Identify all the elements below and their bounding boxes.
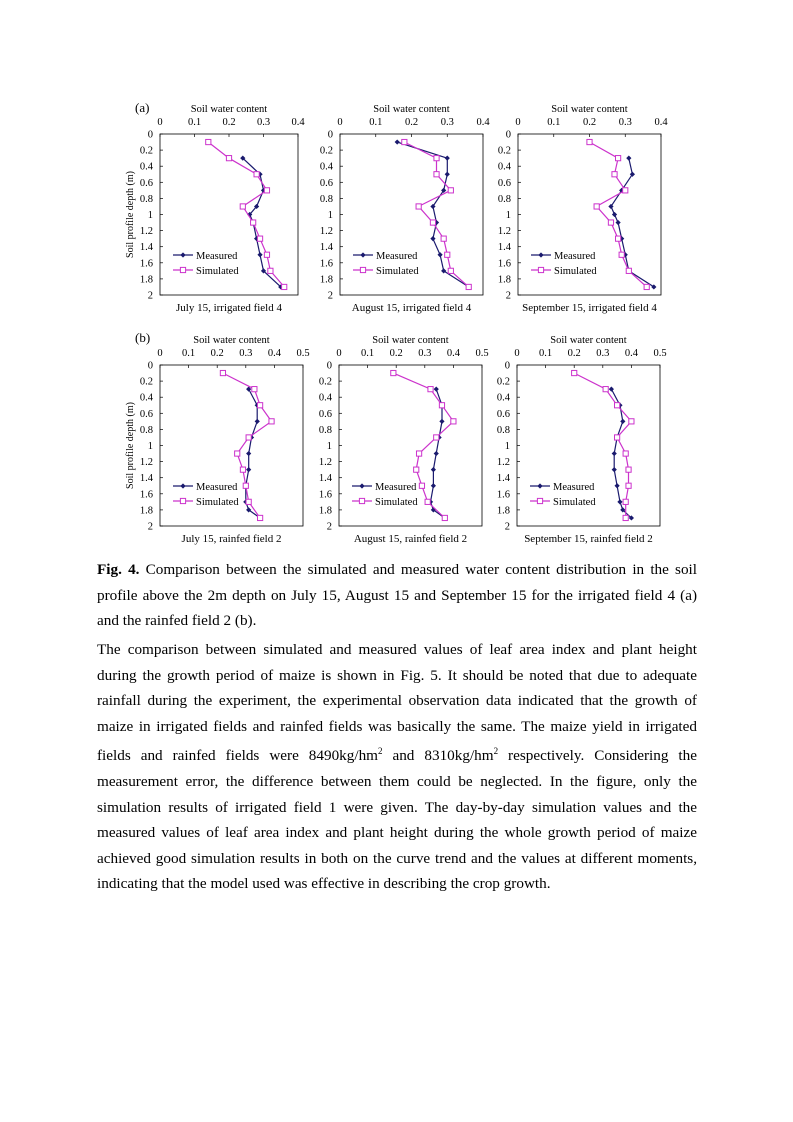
chart4-x-tick-label: 0 [157,348,163,359]
chart1-x-tick-label: 0.3 [256,117,271,128]
chart1-simulated-point [268,268,273,273]
chart1-simulated-point [251,220,256,225]
chart2-y-tick-label: 1.2 [319,226,333,238]
chart3-measured-point [616,220,621,225]
chart6-simulated-point [626,483,631,488]
chart3-y-tick-label: 0.6 [497,177,511,189]
chart1-y-tick-label: 0.8 [139,193,153,205]
chart3-simulated-point [616,156,621,161]
chart1-simulated-point [254,172,259,177]
chart1-y-tick-label: 1.6 [139,258,153,270]
chart6-y-tick-label: 0.8 [496,424,510,436]
chart4-simulated-point [258,515,263,520]
chart2-measured-point [430,236,435,241]
chart6-y-tick-label: 1.8 [496,505,510,517]
chart2-legend-simulated-label: Simulated [376,266,419,277]
chart6-x-tick-label: 0.4 [624,348,638,359]
chart6-legend-simulated-marker [537,498,542,503]
chart5-y-tick-label: 0.8 [318,424,332,436]
chart1-simulated-point [226,156,231,161]
chart3-x-tick-label: 0 [515,117,521,128]
chart2-simulated-point [434,156,439,161]
chart5-x-tick-label: 0 [336,348,342,359]
chart6-simulated-point [623,499,628,504]
chart6-y-tick-label: 2 [504,521,510,533]
chart6-measured-point [609,387,614,392]
chart5-measured-point [439,419,444,424]
chart3-y-tick-label: 0.8 [497,193,511,205]
chart6-measured-point [612,451,617,456]
chart3-simulated-point [626,268,631,273]
chart4-simulated-point [246,435,251,440]
chart1-simulated-point [206,139,211,144]
chart4-subtitle: July 15, rainfed field 2 [181,533,282,545]
chart3-measured-point [626,156,631,161]
chart3-x-axis-title: Soil water content [551,104,628,115]
chart1-y-tick-label: 1 [147,210,153,221]
chart4-x-tick-label: 0.2 [210,348,224,359]
chart6-x-tick-label: 0.2 [567,348,581,359]
chart3-x-tick-label: 0.4 [654,117,668,128]
chart1-y-tick-label: 0.6 [139,177,153,189]
chart5-simulated-point [416,451,421,456]
panel-a-label: (a) [135,100,150,115]
chart1-x-tick-label: 0 [157,117,163,128]
chart1-y-tick-label: 2 [147,290,153,302]
chart2-simulated-point [430,220,435,225]
chart5-y-tick-label: 1.8 [318,505,332,517]
chart5-simulated-point [439,403,444,408]
chart4-simulated-point [240,467,245,472]
chart6-y-tick-label: 0.4 [496,392,510,404]
chart2-x-tick-label: 0.3 [440,117,454,128]
chart4-y-tick-label: 1 [147,441,153,452]
paragraph-part1: The comparison between simulated and measured values of leaf area index and plant height during the growth period of maize is shown in Fig. 5. It should be noted that due to adequate rainfall during the experiment, the experimental observation data indicated that the growth of maize in irrigated fields and rainfed fields was basically the same. The maize yield in irrigated fields and rainfed fields were 8490kg/hm [97,641,697,765]
chart3-simulated-point [616,236,621,241]
chart3-y-tick-label: 0.4 [497,161,511,173]
chart1-legend-measured-label: Measured [196,251,238,262]
chart5-x-tick-label: 0.3 [418,348,432,359]
chart2-legend-simulated-marker [360,267,365,272]
chart6-y-tick-label: 0.6 [496,408,510,420]
chart2-y-tick-label: 1.8 [319,274,333,286]
chart3-x-tick-label: 0.2 [582,117,597,128]
chart5-measured-point [434,387,439,392]
chart2-simulated-point [441,236,446,241]
chart5-x-tick-label: 0.5 [475,348,489,359]
chart5-measured-point [431,483,436,488]
chart6-x-axis-title: Soil water content [550,335,627,346]
chart1-subtitle: July 15, irrigated field 4 [175,302,283,314]
chart1-simulated-point [240,204,245,209]
chart5-simulated-point [434,435,439,440]
chart3-subtitle: September 15, irrigated field 4 [522,302,657,314]
chart3-legend-measured-label: Measured [554,251,596,262]
chart4-x-tick-label: 0.3 [239,348,253,359]
chart6-x-tick-label: 0.3 [596,348,610,359]
chart4-x-tick-label: 0.5 [296,348,310,359]
chart2-x-tick-label: 0.2 [404,117,419,128]
chart1-y-tick-label: 0 [147,129,153,141]
chart3-simulated-point [608,220,613,225]
chart4-legend-measured-label: Measured [196,482,238,493]
chart6-measured-point [612,467,617,472]
caption-label: Fig. 4. [97,561,140,578]
chart3-y-tick-label: 1 [505,210,511,221]
chart2-y-tick-label: 1.4 [319,242,333,254]
chart1-y-tick-label: 0.2 [139,145,153,157]
chart2-y-tick-label: 1 [327,210,333,221]
chart3-simulated-point [612,172,617,177]
chart3-simulated-line [590,142,647,287]
chart2-simulated-point [448,188,453,193]
chart6-y-tick-label: 1.6 [496,489,510,501]
chart5-simulated-point [442,515,447,520]
chart1-legend-measured-marker [180,252,185,257]
chart5-legend-measured-marker [359,483,364,488]
chart6-simulated-point [615,403,620,408]
chart5-simulated-point [414,467,419,472]
chart4-simulated-point [252,387,257,392]
panel-b-label: (b) [135,330,151,345]
chart2-y-tick-label: 0.2 [319,145,333,157]
chart4-legend-simulated-marker [180,498,185,503]
chart2-simulated-point [466,284,471,289]
chart2-y-tick-label: 0 [327,129,333,141]
chart6-y-tick-label: 1.2 [496,457,510,469]
chart2-measured-point [395,139,400,144]
chart1-simulated-point [264,252,269,257]
chart6-x-tick-label: 0.5 [653,348,667,359]
chart3-simulated-point [594,204,599,209]
chart5-subtitle: August 15, rainfed field 2 [353,533,468,545]
chart5-legend-measured-label: Measured [375,482,417,493]
chart1-x-tick-label: 0.1 [187,117,202,128]
chart5-simulated-point [419,483,424,488]
chart5-y-tick-label: 1.6 [318,489,332,501]
chart6-y-tick-label: 0.2 [496,376,510,388]
paragraph-part2: and 8310kg/hm [382,747,494,765]
chart3-y-tick-label: 1.4 [497,242,511,254]
chart6-simulated-point [572,370,577,375]
paragraph-part3: respectively. Considering the measurement error, the difference between them could be neglected. In the figure, only the simulation results of irrigated field 1 were given. The day-by-day simulation values and the measured values of leaf area index and plant height during the whole growth period of maize achieved good simulation results in both on the curve trend and the values at different moments, indicating that the model used was effective in describing the crop growth. [97,747,697,893]
chart1-measured-point [257,252,262,257]
chart6-simulated-point [623,451,628,456]
chart6-y-tick-label: 1.4 [496,473,510,485]
chart6-x-tick-label: 0 [514,348,520,359]
chart1-x-tick-label: 0.4 [291,117,305,128]
chart4-x-tick-label: 0.4 [267,348,281,359]
body-paragraph [97,637,697,897]
chart6-measured-point [615,483,620,488]
chart4-simulated-point [246,499,251,504]
chart6-measured-point [620,419,625,424]
chart6-simulated-point [623,515,628,520]
chart5-simulated-point [451,419,456,424]
superscript-2: 2 [493,746,499,757]
chart4-simulated-point [258,403,263,408]
figure-caption [97,557,697,634]
chart5-x-axis-title: Soil water content [372,335,449,346]
chart3-legend-simulated-label: Simulated [554,266,597,277]
chart1-x-tick-label: 0.2 [222,117,236,128]
chart4-y-tick-label: 2 [147,521,153,533]
chart2-legend-measured-label: Measured [376,251,418,262]
chart3-simulated-point [619,252,624,257]
chart1-simulated-point [282,284,287,289]
chart1-simulated-point [264,188,269,193]
chart6-simulated-point [603,387,608,392]
chart2-x-axis-title: Soil water content [373,104,450,115]
chart6-legend-measured-marker [537,483,542,488]
chart6-subtitle: September 15, rainfed field 2 [524,533,653,545]
chart6-x-tick-label: 0.1 [539,348,553,359]
chart2-legend-measured-marker [360,252,365,257]
chart1-y-axis-title: Soil profile depth (m) [125,171,136,258]
chart5-simulated-point [425,499,430,504]
chart5-measured-point [434,451,439,456]
chart5-simulated-point [428,387,433,392]
chart1-y-tick-label: 1.8 [139,274,153,286]
chart4-legend-measured-marker [180,483,185,488]
chart1-measured-line [243,158,281,287]
chart3-y-tick-label: 1.2 [497,226,511,238]
chart6-y-tick-label: 1 [504,441,510,452]
chart4-simulated-point [269,419,274,424]
chart4-measured-point [255,419,260,424]
chart5-x-tick-label: 0.1 [361,348,375,359]
chart1-legend-simulated-marker [180,267,185,272]
chart5-legend-simulated-marker [359,498,364,503]
chart1-legend-simulated-label: Simulated [196,266,239,277]
chart2-simulated-point [416,204,421,209]
chart6-legend-measured-label: Measured [553,482,595,493]
chart2-y-tick-label: 2 [327,290,333,302]
chart5-y-tick-label: 0 [326,360,332,372]
chart4-y-axis-title: Soil profile depth (m) [125,402,136,489]
chart2-simulated-point [445,252,450,257]
chart5-y-tick-label: 1.2 [318,457,332,469]
chart1-simulated-point [257,236,262,241]
chart5-x-tick-label: 0.2 [389,348,403,359]
chart2-y-tick-label: 1.6 [319,258,333,270]
chart4-simulated-point [235,451,240,456]
chart3-legend-simulated-marker [538,267,543,272]
chart3-legend-measured-marker [538,252,543,257]
chart2-x-tick-label: 0 [337,117,343,128]
chart4-legend-simulated-label: Simulated [196,497,239,508]
chart4-measured-point [246,467,251,472]
chart2-y-tick-label: 0.8 [319,193,333,205]
chart3-measured-point [612,212,617,217]
chart4-simulated-point [243,483,248,488]
chart2-simulated-point [448,268,453,273]
superscript-1: 2 [378,746,383,757]
chart3-simulated-point [587,139,592,144]
chart1-y-tick-label: 1.2 [139,226,153,238]
chart5-legend-simulated-label: Simulated [375,497,418,508]
chart4-y-tick-label: 0.4 [139,392,153,404]
chart3-y-tick-label: 2 [505,290,511,302]
chart3-y-tick-label: 0 [505,129,511,141]
chart2-y-tick-label: 0.6 [319,177,333,189]
chart6-measured-point [617,499,622,504]
chart2-subtitle: August 15, irrigated field 4 [351,302,472,314]
chart4-y-tick-label: 1.4 [139,473,153,485]
figure-4 [0,0,793,550]
chart4-measured-point [246,451,251,456]
chart6-simulated-point [629,419,634,424]
chart3-x-tick-label: 0.1 [547,117,561,128]
caption-text: Comparison between the simulated and measured water content distribution in the soil profile above the 2m depth on July 15, August 15 and September 15 for the irrigated field 4 (a) and the rainfed field 2 (b). [97,561,697,630]
chart5-y-tick-label: 1.4 [318,473,332,485]
chart2-measured-point [445,156,450,161]
chart4-y-tick-label: 0.6 [139,408,153,420]
chart4-y-tick-label: 0 [147,360,153,372]
chart6-legend-simulated-label: Simulated [553,497,596,508]
chart3-y-tick-label: 0.2 [497,145,511,157]
chart5-y-tick-label: 2 [326,521,332,533]
chart3-y-tick-label: 1.6 [497,258,511,270]
chart3-simulated-point [644,284,649,289]
chart5-y-tick-label: 0.2 [318,376,332,388]
chart2-simulated-point [402,139,407,144]
chart2-measured-point [438,252,443,257]
chart4-x-axis-title: Soil water content [193,335,270,346]
chart5-x-tick-label: 0.4 [446,348,460,359]
chart4-y-tick-label: 1.2 [139,457,153,469]
chart4-y-tick-label: 1.6 [139,489,153,501]
chart1-y-tick-label: 0.4 [139,161,153,173]
chart5-simulated-point [391,370,396,375]
chart4-y-tick-label: 0.8 [139,424,153,436]
chart2-measured-point [445,172,450,177]
charts-svg [0,0,793,550]
chart2-simulated-point [434,172,439,177]
chart5-y-tick-label: 1 [326,441,332,452]
chart3-y-tick-label: 1.8 [497,274,511,286]
chart5-y-tick-label: 0.4 [318,392,332,404]
chart4-y-tick-label: 0.2 [139,376,153,388]
chart2-x-tick-label: 0.1 [369,117,383,128]
chart2-y-tick-label: 0.4 [319,161,333,173]
chart3-x-tick-label: 0.3 [618,117,632,128]
chart5-y-tick-label: 0.6 [318,408,332,420]
chart1-y-tick-label: 1.4 [139,242,153,254]
chart6-simulated-point [615,435,620,440]
chart5-measured-point [431,467,436,472]
chart2-x-tick-label: 0.4 [476,117,490,128]
chart6-y-tick-label: 0 [504,360,510,372]
chart4-x-tick-label: 0.1 [182,348,196,359]
chart4-y-tick-label: 1.8 [139,505,153,517]
chart6-simulated-point [626,467,631,472]
chart1-x-axis-title: Soil water content [190,104,268,115]
chart4-simulated-point [220,370,225,375]
chart3-simulated-point [623,188,628,193]
